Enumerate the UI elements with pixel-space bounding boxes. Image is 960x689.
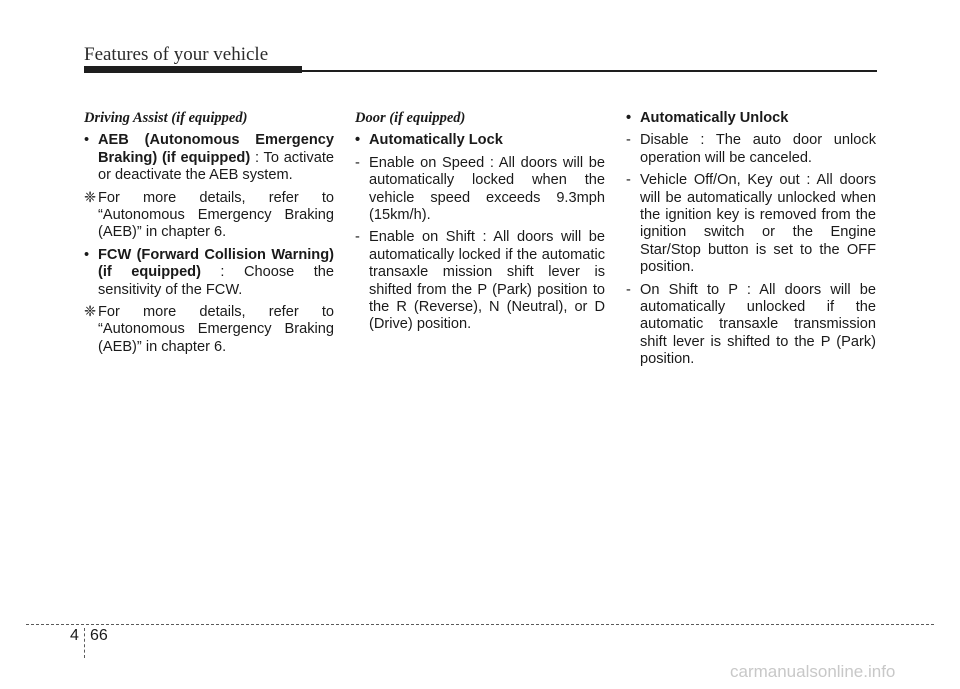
column-driving-assist <box>84 110 334 361</box>
auto-unlock-heading <box>626 110 876 127</box>
fcw-note <box>84 304 334 356</box>
auto-lock-heading <box>355 132 605 149</box>
footer-dashed-divider <box>84 628 85 658</box>
auto-lock-label: Automatically Lock <box>369 132 503 149</box>
chapter-number: 4 <box>70 627 79 644</box>
aeb-note <box>84 190 334 242</box>
header-bar <box>84 66 302 73</box>
disable-item <box>626 132 876 167</box>
page-header-title: Features of your vehicle <box>84 44 269 65</box>
enable-on-speed-text: Enable on Speed : All doors will be automatically locked when the vehicle speed exceeds 9.3mph (15km/h). <box>369 154 605 224</box>
section-title-driving-assist: Driving Assist (if equipped) <box>84 110 248 126</box>
header-rule <box>302 70 877 72</box>
note-mark-icon: ❈ <box>84 189 97 206</box>
column-door <box>355 110 605 339</box>
dash-mark: - <box>355 229 360 246</box>
fcw-note-text: For more details, refer to “Autonomous Emergency Braking (AEB)” in chapter 6. <box>98 304 334 355</box>
aeb-item <box>84 132 334 184</box>
aeb-label: AEB (Autonomous Emergency Braking) (if equipped) <box>98 132 334 166</box>
enable-on-speed-item <box>355 155 605 225</box>
disable-text: Disable : The auto door unlock operation will be canceled. <box>640 132 876 166</box>
section-title-door: Door (if equipped) <box>355 110 466 126</box>
dash-mark: - <box>626 132 631 149</box>
fcw-label: FCW (Forward Collision Warning) (if equipped) <box>98 246 334 281</box>
bullet-icon: • <box>84 246 90 263</box>
fcw-text: : Choose the sensitivity of the FCW. <box>98 264 334 298</box>
page-number: 66 <box>90 627 108 644</box>
footer-dashed-rule <box>26 624 934 625</box>
on-shift-to-p-text: On Shift to P : All doors will be automatically unlocked if the automatic transaxle transmission shift lever is shifted to the P (Park) position. <box>640 281 876 368</box>
bullet-icon: • <box>626 110 632 126</box>
dash-mark: - <box>355 154 360 171</box>
bullet-icon: • <box>355 132 361 149</box>
on-shift-to-p-item <box>626 282 876 369</box>
fcw-item <box>84 247 334 299</box>
enable-on-shift-item <box>355 229 605 333</box>
vehicle-off-text: Vehicle Off/On, Key out : All doors will be automatically unlocked when the ignition key is removed from the ignition switch or the Engine Star/Stop button is set to the OFF position. <box>640 172 876 276</box>
dash-mark: - <box>626 172 631 189</box>
dash-mark: - <box>626 281 631 298</box>
vehicle-off-item <box>626 172 876 276</box>
aeb-note-text: For more details, refer to “Autonomous Emergency Braking (AEB)” in chapter 6. <box>98 189 334 241</box>
aeb-text: : To activate or deactivate the AEB system. <box>98 149 334 184</box>
column-unlock <box>626 110 876 374</box>
bullet-icon: • <box>84 132 90 149</box>
auto-unlock-label: Automatically Unlock <box>640 110 789 126</box>
note-mark-icon: ❈ <box>84 304 97 321</box>
enable-on-shift-text: Enable on Shift : All doors will be automatically locked if the automatic transaxle mission shift lever is shifted from the P (Park) position to the R (Reverse), N (Neutral), or D (Drive) position. <box>369 229 605 333</box>
watermark: carmanualsonline.info <box>730 662 896 681</box>
